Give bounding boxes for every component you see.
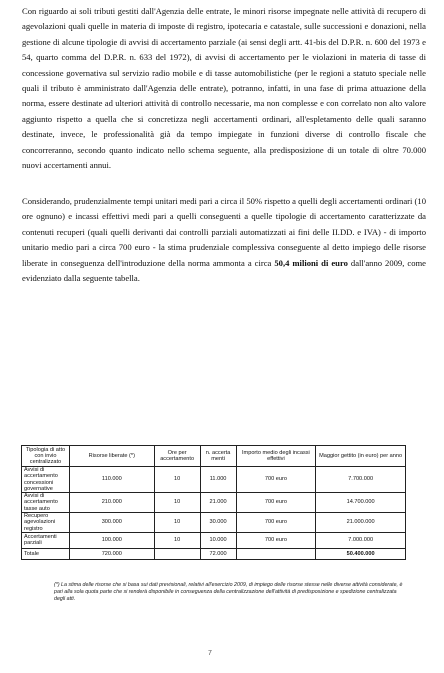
table-cell: Totale	[22, 548, 70, 559]
column-header: Maggior gettito (in euro) per anno	[316, 446, 406, 467]
table-cell: 30.000	[200, 513, 236, 533]
highlight-amount: 50,4 milioni di euro	[274, 257, 348, 268]
table-header-row	[22, 446, 406, 467]
table-cell	[236, 548, 316, 559]
table-cell: 10	[154, 493, 200, 513]
table-cell: 110.000	[69, 467, 154, 493]
table-cell: 72.000	[200, 548, 236, 559]
column-header: Risorse liberate (*)	[69, 446, 154, 467]
table-cell: 700 euro	[236, 532, 316, 548]
table-cell: 50.400.000	[316, 548, 406, 559]
paragraph-2	[22, 194, 426, 286]
table-row	[22, 493, 406, 513]
table-cell: 700 euro	[236, 513, 316, 533]
column-header: Tipologia di atto con invio centralizzato	[22, 446, 70, 467]
table-cell: 7.700.000	[316, 467, 406, 493]
table-cell: 21.000	[200, 493, 236, 513]
table-row	[22, 532, 406, 548]
table-cell: Accertamenti parziali	[22, 532, 70, 548]
table-cell: 300.000	[69, 513, 154, 533]
column-header: Ore per accertamento	[154, 446, 200, 467]
table-cell: Avvisi di accertamento tasse auto	[22, 493, 70, 513]
column-header: n. accerta menti	[200, 446, 236, 467]
table-cell: 11.000	[200, 467, 236, 493]
footnote: (*) La stima delle risorse che si basa sui dati previsionali, relativi all'esercizio 2009, di impiego delle risorse stesse nelle diverse attività considerate, è pari alla sola quota parte che si renderà disponibile in conseguenza della centralizzazione dell'attività di predisposizione e spedizione centralizzata degli atti.	[54, 582, 403, 602]
table-cell: 720.000	[69, 548, 154, 559]
page-number: 7	[208, 650, 212, 657]
data-table	[21, 445, 406, 560]
table-cell	[154, 548, 200, 559]
table-cell: Avvisi di accertamento concessioni governative	[22, 467, 70, 493]
table-cell: 10.000	[200, 532, 236, 548]
column-header: Importo medio degli incassi effettivi	[236, 446, 316, 467]
table-cell: 21.000.000	[316, 513, 406, 533]
table-cell: 210.000	[69, 493, 154, 513]
paragraph-2-text: Considerando, prudenzialmente tempi unitari medi pari a circa il 50% rispetto a quelli degli accertamenti ordinari (10 ore ognuno) e incassi effettivi medi pari a quelli conseguenti a quelle tipologie di accertamento caratterizzate da contenuti recuperi (quali quelli derivanti dai controlli parziali automatizzati ai fini delle II.DD. e IVA) - di importo unitario medio pari a circa 700 euro - la stima prudenziale complessiva conseguente al detto impiego delle risorse liberate in conseguenza dell'introduzione della norma ammonta a circa	[22, 196, 427, 268]
table-row	[22, 467, 406, 493]
table-row	[22, 513, 406, 533]
table-cell: 7.000.000	[316, 532, 406, 548]
table-cell: 700 euro	[236, 493, 316, 513]
table-total-row	[22, 548, 406, 559]
table-cell: 14.700.000	[316, 493, 406, 513]
table-cell: 10	[154, 467, 200, 493]
table-cell: 10	[154, 513, 200, 533]
table-cell: 10	[154, 532, 200, 548]
paragraph-1: Con riguardo ai soli tributi gestiti dall'Agenzia delle entrate, le minori risorse impegnate nelle attività di recupero di agevolazioni quali quelle in materia di imposte di registro, ipotecaria e catastale, sulle successioni e donazioni, nella gestione di alcune tipologie di avvisi di accertamento parziale (ai sensi degli artt. 41-bis del D.P.R. n. 600 del 1973 e 54, quarto comma del D.P.R. n. 633 del 1972), di avvisi di accertamento per le violazioni in materia di tasse di concessione governativa sul servizio radio mobile e di tasse automobilistiche (per le regioni a statuto speciale nelle quali il tributo è amministrato dall'Agenzia delle entrate), potranno, infatti, in una fase di prima attuazione della norma, essere destinate ad ulteriori attività di controllo necessarie, ma non complesse e con correlato non alto valore aggiunto rispetto a quella che si concretizza negli accertamenti ordinari, all'espletamento delle quali saranno destinate, invece, le professionalità già da tempo impiegate in funzioni diverse di controllo fiscale che concorreranno, secondo quanto indicato nello schema seguente, alla predisposizione di un totale di oltre 70.000 nuovi accertamenti annui.	[22, 6, 426, 171]
table-cell: 100.000	[69, 532, 154, 548]
paragraph-2-tail: dall'anno 2009, come evidenziato dalla seguente tabella.	[22, 257, 426, 284]
table-cell: 700 euro	[236, 467, 316, 493]
table-cell: Recupero agevolazioni registro	[22, 513, 70, 533]
